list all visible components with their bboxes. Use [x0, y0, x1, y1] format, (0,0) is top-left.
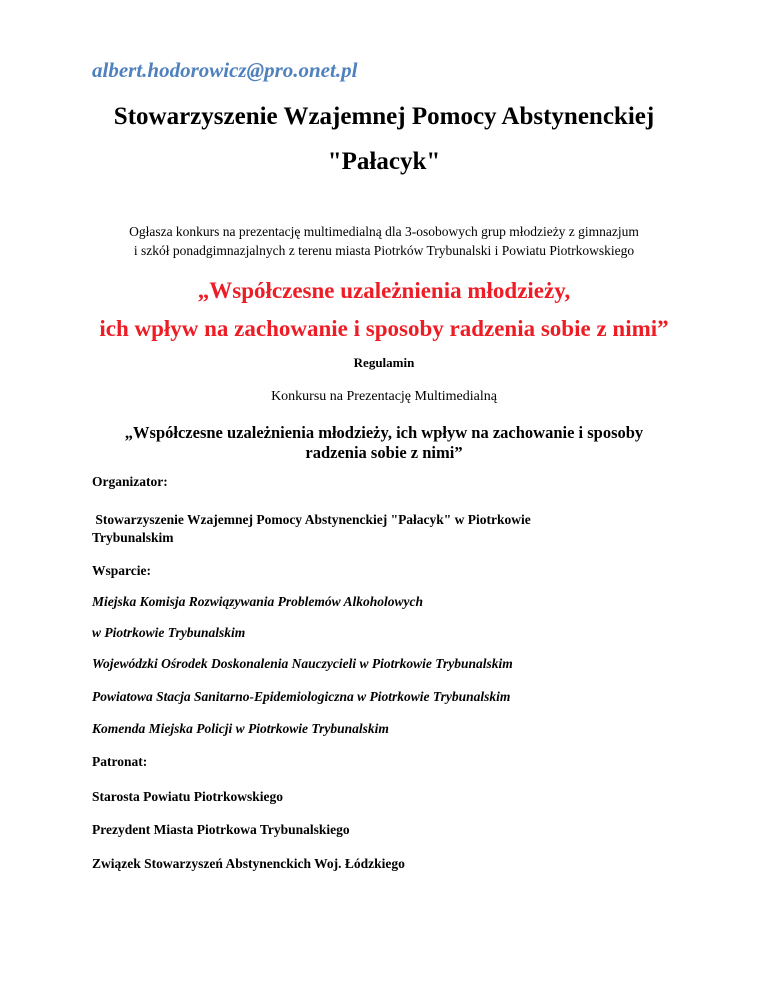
announcement-text [60, 222, 708, 260]
organizer-line: Stowarzyszenie Wzajemnej Pomocy Abstynenckiej "Pałacyk" w Piotrkowie [92, 512, 531, 527]
patronage-item: Związek Stowarzyszeń Abstynenckich Woj. Łódzkiego [92, 856, 405, 871]
contest-title-line: ich wpływ na zachowanie i sposoby radzenia sobie z nimi” [99, 316, 669, 341]
support-item: Powiatowa Stacja Sanitarno-Epidemiologiczna w Piotrkowie Trybunalskim [92, 689, 511, 704]
patronage-heading: Patronat: [92, 754, 148, 769]
announcement-line: i szkół ponadgimnazjalnych z terenu miasta Piotrków Trybunalski i Powiatu Piotrkowskiego [133, 243, 635, 258]
regulations-title-line: radzenia sobie z nimi” [305, 443, 463, 462]
regulations-subtitle: Konkursu na Prezentację Multimedialną [271, 389, 497, 404]
support-item: w Piotrkowie Trybunalskim [92, 625, 246, 640]
regulations-label: Regulamin [353, 355, 415, 370]
organization-name: "Pałacyk" [327, 148, 441, 175]
regulations-title [90, 423, 678, 463]
contest-title-line: „Współczesne uzależnienia młodzieży, [197, 278, 571, 303]
organizer-heading: Organizator: [92, 474, 168, 489]
regulations-title-line: „Współczesne uzależnienia młodzieży, ich wpływ na zachowanie i sposoby [124, 423, 644, 442]
support-item: Miejska Komisja Rozwiązywania Problemów Alkoholowych [92, 594, 424, 609]
support-heading: Wsparcie: [92, 563, 151, 578]
support-item: Wojewódzki Ośrodek Doskonalenia Nauczycieli w Piotrkowie Trybunalskim [92, 656, 513, 671]
organization-title: Stowarzyszenie Wzajemnej Pomocy Abstynenckiej [113, 103, 655, 130]
contact-email-link[interactable]: albert.hodorowicz@pro.onet.pl [92, 58, 358, 82]
support-item: Komenda Miejska Policji w Piotrkowie Trybunalskim [92, 721, 389, 736]
announcement-line: Ogłasza konkurs na prezentację multimedialną dla 3-osobowych grup młodzieży z gimnazjum [129, 224, 639, 239]
organizer-line: Trybunalskim [92, 530, 174, 545]
organizer-name [92, 511, 531, 547]
patronage-item: Prezydent Miasta Piotrkowa Trybunalskiego [92, 822, 350, 837]
patronage-item: Starosta Powiatu Piotrkowskiego [92, 789, 283, 804]
